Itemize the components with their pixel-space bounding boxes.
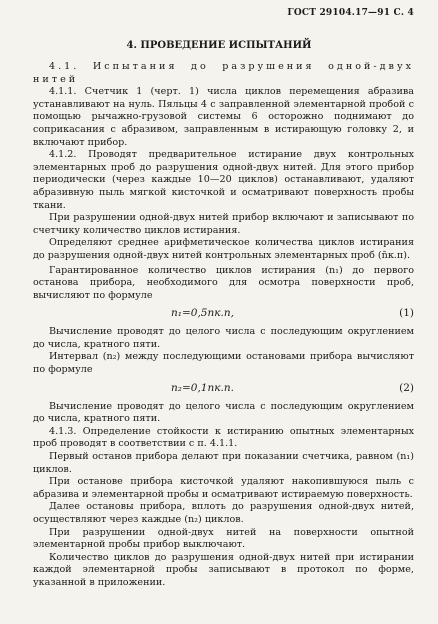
formula-2: n₂=0,1nк.п. (171, 381, 234, 394)
paragraph-4-1-1: 4.1.1. Счетчик 1 (черт. 1) числа циклов перемещения абразива устанавливают на нуль. Пяльцы 4 с заправленной элементарной пробой с помощью рычажно-грузовой системы 6 осторожно поднимают до соприкасания с абразивом, заправленным в истирающую головку 2, и включают прибор. (33, 86, 414, 148)
formula-1: n₁=0,5nк.п, (171, 307, 234, 320)
paragraph-rounding-1: Вычисление проводят до целого числа с последующим округлением до числа, кратного пяти. (33, 326, 414, 350)
document-body (33, 61, 414, 590)
paragraph-first-stop: Первый останов прибора делают при показании счетчика, равном (n₁) циклов. (33, 451, 414, 475)
paragraph-switch-off: При разрушении одной-двух нитей на поверхности опытной элементарной пробы прибор выключают. (33, 526, 414, 551)
paragraph-protocol: Количество циклов до разрушения одной-двух нитей при истирании каждой элементарной пробы записывают в протокол по форме, указанной в приложении. (33, 551, 414, 588)
clause-4-1-heading: 4.1. Испытания до разрушения одной-двух нитей (33, 61, 414, 85)
formula-1-number: (1) (399, 307, 414, 320)
paragraph-break-record: При разрушении одной-двух нитей прибор включают и записывают по счетчику количество циклов истирания. (33, 212, 414, 236)
formula-1-row (33, 302, 414, 324)
section-title: 4. ПРОВЕДЕНИЕ ИСПЫТАНИЙ (126, 40, 312, 51)
paragraph-determine-average: Определяют среднее арифметическое количества циклов истирания до разрушения одной-двух нитей контрольных элементарных проб (n̄к.п). (33, 237, 414, 261)
paragraph-rounding-2: Вычисление проводят до целого числа с последующим округлением до числа, кратного пяти. (33, 400, 414, 425)
paragraph-4-1-2: 4.1.2. Проводят предварительное истирание двух контрольных элементарных проб до разрушения одной-двух нитей. Для этого прибор периодически (через каждые 10—20 циклов) останавливают, удаляют абразивную пыль мягкой кисточкой и осматривают поверхность пробы ткани. (33, 149, 414, 211)
formula-2-row (33, 377, 414, 399)
page-header: ГОСТ 29104.17—91 С. 4 (287, 8, 414, 18)
paragraph-further-stops: Далее остановы прибора, вплоть до разрушения одной-двух нитей, осуществляют через каждые (n₂) циклов. (33, 501, 414, 525)
paragraph-at-stop: При останове прибора кисточкой удаляют накопившуюся пыль с абразива и элементарной пробы и осматривают истираемую поверхность. (33, 476, 414, 500)
paragraph-guaranteed-cycles: Гарантированное количество циклов истирания (n₁) до первого останова прибора, необходимого для осмотра поверхности проб, вычисляют по формуле (33, 264, 414, 301)
formula-2-number: (2) (399, 381, 414, 394)
paragraph-4-1-3: 4.1.3. Определение стойкости к истиранию опытных элементарных проб проводят в соответствии с п. 4.1.1. (33, 425, 414, 450)
paragraph-interval: Интервал (n₂) между последующими остановами прибора вычисляют по формуле (33, 351, 414, 376)
